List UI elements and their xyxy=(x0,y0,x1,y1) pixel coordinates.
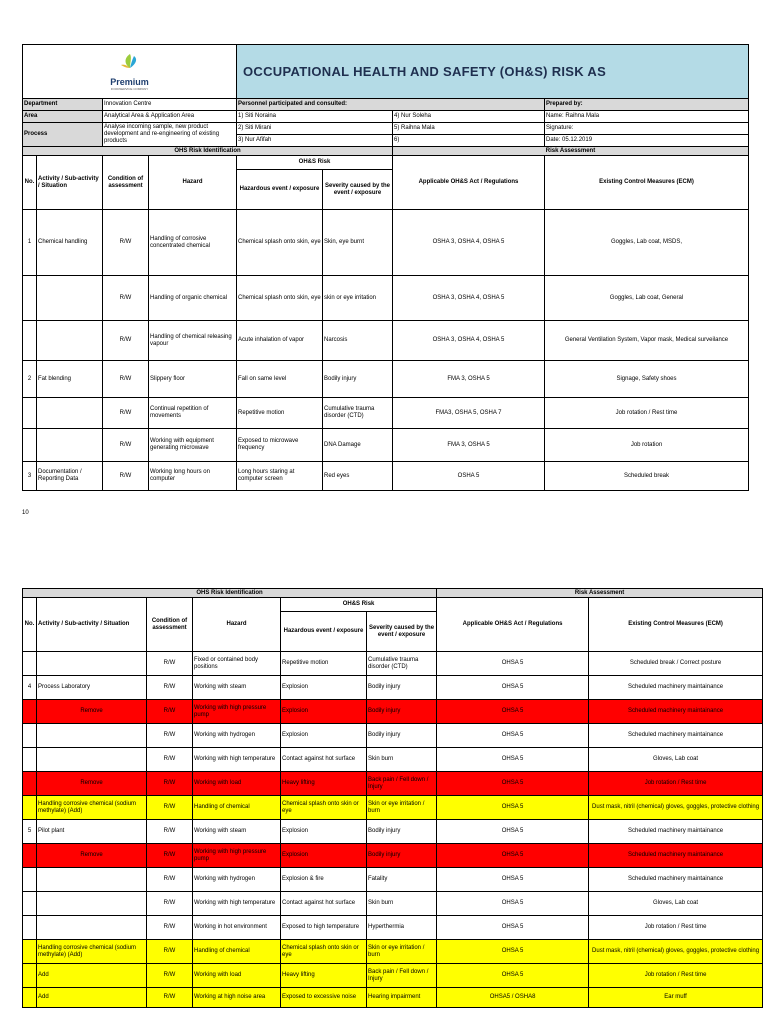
col-hazard-2: Hazard xyxy=(193,598,281,652)
row-no xyxy=(23,429,37,462)
col-hazard: Hazard xyxy=(149,156,237,210)
table-row xyxy=(23,916,763,940)
table-row xyxy=(23,748,763,772)
row-ecm: Job rotation / Rest time xyxy=(589,916,763,940)
row-severity: Narcosis xyxy=(323,321,393,361)
table-row xyxy=(23,210,749,276)
row-event: Heavy lifting xyxy=(281,772,367,796)
row-hazard: Handling of corrosive concentrated chemical xyxy=(149,210,237,276)
row-ecm: Job rotation xyxy=(545,429,749,462)
personnel-6: 6) xyxy=(393,135,545,147)
row-severity: Skin, eye burnt xyxy=(323,210,393,276)
row-condition: R/W xyxy=(103,210,149,276)
row-event: Heavy lifting xyxy=(281,964,367,988)
row-severity: Bodily injury xyxy=(323,361,393,398)
row-condition: R/W xyxy=(147,796,193,820)
row-event: Chemical splash onto skin, eye xyxy=(237,276,323,321)
col-no-2: No. xyxy=(23,598,37,652)
row-ecm: Job rotation / Rest time xyxy=(545,398,749,429)
row-ecm: Scheduled machinery maintainance xyxy=(589,724,763,748)
row-ecm: Ear muff xyxy=(589,988,763,1008)
col-event-2: Hazardous event / exposure xyxy=(281,612,367,652)
row-activity: Remove xyxy=(37,700,147,724)
row-condition: R/W xyxy=(103,321,149,361)
row-ecm: Dust mask, nitril (chemical) gloves, goggles, protective clothing xyxy=(589,940,763,964)
table-row xyxy=(23,361,749,398)
row-no xyxy=(23,844,37,868)
row-condition: R/W xyxy=(147,676,193,700)
row-hazard: Handling of chemical releasing vapour xyxy=(149,321,237,361)
row-activity xyxy=(37,724,147,748)
logo-subtext: FOODSERVICE COMPANY xyxy=(110,87,149,91)
row-severity: Fatality xyxy=(367,868,437,892)
row-condition: R/W xyxy=(147,916,193,940)
document-title: OCCUPATIONAL HEALTH AND SAFETY (OH&S) RISK AS xyxy=(237,45,749,99)
row-hazard: Working with hydrogen xyxy=(193,724,281,748)
row-hazard: Handling of organic chemical xyxy=(149,276,237,321)
col-event: Hazardous event / exposure xyxy=(237,170,323,210)
row-activity xyxy=(37,321,103,361)
row-activity: Add xyxy=(37,964,147,988)
table-row xyxy=(23,940,763,964)
company-logo xyxy=(23,45,237,99)
row-condition: R/W xyxy=(147,772,193,796)
row-ecm: Scheduled machinery maintainance xyxy=(589,700,763,724)
row-no: 3 xyxy=(23,462,37,491)
row-ecm: Scheduled machinery maintainance xyxy=(589,820,763,844)
table-2-body xyxy=(23,652,763,1008)
table-row xyxy=(23,844,763,868)
row-condition: R/W xyxy=(103,398,149,429)
row-activity xyxy=(37,429,103,462)
row-event: Fall on same level xyxy=(237,361,323,398)
row-severity: Bodily injury xyxy=(367,844,437,868)
ohs-risk-identification-header-2: OHS Risk Identification xyxy=(23,589,437,598)
row-condition: R/W xyxy=(147,892,193,916)
page-number: 10 xyxy=(22,510,29,516)
col-ohs-risk: OH&S Risk xyxy=(237,156,393,170)
row-act: OSHA 3, OSHA 4, OSHA 5 xyxy=(393,210,545,276)
table-1-body xyxy=(23,210,749,491)
row-act: OHSA 5 xyxy=(437,868,589,892)
row-ecm: Goggles, Lab coat, MSDS, xyxy=(545,210,749,276)
row-severity: Bodily injury xyxy=(367,700,437,724)
row-hazard: Working with load xyxy=(193,964,281,988)
row-hazard: Working with equipment generating microwave xyxy=(149,429,237,462)
row-hazard: Handling of chemical xyxy=(193,796,281,820)
col-ecm-2: Existing Control Measures (ECM) xyxy=(589,598,763,652)
col-ecm: Existing Control Measures (ECM) xyxy=(545,156,749,210)
row-severity: Hearing impairment xyxy=(367,988,437,1008)
row-hazard: Handling of chemical xyxy=(193,940,281,964)
row-ecm: Scheduled break / Correct posture xyxy=(589,652,763,676)
row-ecm: Scheduled machinery maintainance xyxy=(589,868,763,892)
area-value: Analytical Area & Application Area xyxy=(103,111,237,123)
row-ecm: Signage, Safety shoes xyxy=(545,361,749,398)
row-activity: Remove xyxy=(37,844,147,868)
row-no xyxy=(23,652,37,676)
col-no: No. xyxy=(23,156,37,210)
row-event: Chemical splash onto skin, eye xyxy=(237,210,323,276)
ohs-risk-identification-header: OHS Risk Identification xyxy=(23,147,393,156)
risk-assessment-table-1 xyxy=(22,44,749,491)
name-line: Name: Raihna Mala xyxy=(545,111,749,123)
row-severity: Skin or eye irritation / burn xyxy=(367,940,437,964)
row-no xyxy=(23,700,37,724)
row-ecm: Gloves, Lab coat xyxy=(589,892,763,916)
row-no xyxy=(23,892,37,916)
table-row xyxy=(23,398,749,429)
row-condition: R/W xyxy=(147,940,193,964)
row-event: Long hours staring at computer screen xyxy=(237,462,323,491)
prepared-label: Prepared by: xyxy=(545,99,749,111)
department-value: Innovation Centre xyxy=(103,99,237,111)
row-activity xyxy=(37,748,147,772)
row-event: Explosion xyxy=(281,724,367,748)
col-act-2: Applicable OH&S Act / Regulations xyxy=(437,598,589,652)
col-severity-2: Severity caused by the event / exposure xyxy=(367,612,437,652)
row-event: Explosion & fire xyxy=(281,868,367,892)
department-label: Department xyxy=(23,99,103,111)
row-event: Contact against hot surface xyxy=(281,892,367,916)
row-ecm: Goggles, Lab coat, General xyxy=(545,276,749,321)
row-act: FMA 3, OSHA 5 xyxy=(393,361,545,398)
row-no: 1 xyxy=(23,210,37,276)
row-act: OHSA 5 xyxy=(437,844,589,868)
row-severity: Hyperthermia xyxy=(367,916,437,940)
row-no xyxy=(23,321,37,361)
row-activity xyxy=(37,892,147,916)
row-hazard: Working with high pressure pump xyxy=(193,844,281,868)
row-no xyxy=(23,724,37,748)
row-no: 5 xyxy=(23,820,37,844)
row-act: FMA 3, OSHA 5 xyxy=(393,429,545,462)
col-ohs-risk-2: OH&S Risk xyxy=(281,598,437,612)
row-hazard: Working with hydrogen xyxy=(193,868,281,892)
table-row xyxy=(23,964,763,988)
row-act: FMA3, OSHA 5, OSHA 7 xyxy=(393,398,545,429)
row-no xyxy=(23,868,37,892)
row-act: OHSA 5 xyxy=(437,916,589,940)
row-condition: R/W xyxy=(103,276,149,321)
row-activity: Handling corrosive chemical (sodium methylate) (Add) xyxy=(37,796,147,820)
row-condition: R/W xyxy=(147,652,193,676)
row-severity: Back pain / Fell down / Injury xyxy=(367,772,437,796)
row-hazard: Working with high temperature xyxy=(193,748,281,772)
row-ecm: Scheduled machinery maintainance xyxy=(589,844,763,868)
row-act: OHSA 5 xyxy=(437,700,589,724)
row-condition: R/W xyxy=(147,988,193,1008)
row-ecm: Job rotation / Rest time xyxy=(589,772,763,796)
personnel-3: 3) Nur Afifah xyxy=(237,135,393,147)
row-hazard: Working long hours on computer xyxy=(149,462,237,491)
table-row xyxy=(23,724,763,748)
table-row xyxy=(23,676,763,700)
row-act: OHSA 5 xyxy=(437,820,589,844)
col-act: Applicable OH&S Act / Regulations xyxy=(393,156,545,210)
row-no xyxy=(23,940,37,964)
col-condition: Condition of assessment xyxy=(103,156,149,210)
table-row xyxy=(23,772,763,796)
row-severity: DNA Damage xyxy=(323,429,393,462)
personnel-5: 5) Raihna Mala xyxy=(393,123,545,135)
row-activity xyxy=(37,276,103,321)
row-no xyxy=(23,964,37,988)
table-row xyxy=(23,652,763,676)
row-hazard: Working at high noise area xyxy=(193,988,281,1008)
row-act: OSHA 3, OSHA 4, OSHA 5 xyxy=(393,276,545,321)
row-ecm: Scheduled break xyxy=(545,462,749,491)
row-act: OSHA 3, OSHA 4, OSHA 5 xyxy=(393,321,545,361)
row-act: OHSA 5 xyxy=(437,724,589,748)
table-row xyxy=(23,321,749,361)
row-condition: R/W xyxy=(147,724,193,748)
row-hazard: Slippery floor xyxy=(149,361,237,398)
row-activity xyxy=(37,916,147,940)
personnel-2: 2) Siti Mirani xyxy=(237,123,393,135)
risk-assessment-header-2: Risk Assessment xyxy=(437,589,763,598)
row-condition: R/W xyxy=(147,844,193,868)
row-ecm: Job rotation / Rest time xyxy=(589,964,763,988)
row-hazard: Working with steam xyxy=(193,676,281,700)
row-hazard: Working with high pressure pump xyxy=(193,700,281,724)
row-act: OHSA 5 xyxy=(437,748,589,772)
row-condition: R/W xyxy=(103,462,149,491)
row-act: OSHA 5 xyxy=(393,462,545,491)
personnel-1: 1) Siti Noraina xyxy=(237,111,393,123)
row-severity: Skin burn xyxy=(367,892,437,916)
row-ecm: Scheduled machinery maintainance xyxy=(589,676,763,700)
row-event: Explosion xyxy=(281,844,367,868)
row-condition: R/W xyxy=(103,429,149,462)
table-row xyxy=(23,820,763,844)
row-severity: Bodily injury xyxy=(367,724,437,748)
row-activity: Handling corrosive chemical (sodium methylate) (Add) xyxy=(37,940,147,964)
row-ecm: Gloves, Lab coat xyxy=(589,748,763,772)
row-event: Exposed to excessive noise xyxy=(281,988,367,1008)
row-act: OHSA 5 xyxy=(437,772,589,796)
row-event: Explosion xyxy=(281,676,367,700)
row-activity xyxy=(37,652,147,676)
row-activity: Process Laboratory xyxy=(37,676,147,700)
row-event: Contact against hot surface xyxy=(281,748,367,772)
process-value: Analyse incoming sample, new product development and re-engineering of existing products xyxy=(103,123,237,147)
row-hazard: Fixed or contained body positions xyxy=(193,652,281,676)
row-activity: Fat blending xyxy=(37,361,103,398)
row-event: Exposed to microwave frequency xyxy=(237,429,323,462)
row-act: OHSA 5 xyxy=(437,796,589,820)
table-row xyxy=(23,700,763,724)
area-label: Area xyxy=(23,111,103,123)
table-row xyxy=(23,276,749,321)
row-event: Acute inhalation of vapor xyxy=(237,321,323,361)
row-severity: Back pain / Fell down / Injury xyxy=(367,964,437,988)
row-no xyxy=(23,276,37,321)
table-row xyxy=(23,796,763,820)
row-severity: Bodily injury xyxy=(367,676,437,700)
row-act: OHSA 5 xyxy=(437,940,589,964)
row-condition: R/W xyxy=(147,868,193,892)
row-severity: Cumulative trauma disorder (CTD) xyxy=(367,652,437,676)
row-event: Explosion xyxy=(281,700,367,724)
row-hazard: Working with steam xyxy=(193,820,281,844)
row-activity: Pilot plant xyxy=(37,820,147,844)
row-ecm: General Ventilation System, Vapor mask, Medical surveilance xyxy=(545,321,749,361)
row-event: Chemical splash onto skin or eye xyxy=(281,940,367,964)
row-no xyxy=(23,916,37,940)
row-activity: Remove xyxy=(37,772,147,796)
row-no: 2 xyxy=(23,361,37,398)
row-hazard: Working with load xyxy=(193,772,281,796)
row-activity: Chemical handling xyxy=(37,210,103,276)
row-severity: Cumulative trauma disorder (CTD) xyxy=(323,398,393,429)
risk-assessment-header: Risk Assessment xyxy=(393,147,749,156)
row-condition: R/W xyxy=(147,964,193,988)
signature-line: Signature: xyxy=(545,123,749,135)
row-act: OHSA 5 xyxy=(437,892,589,916)
row-event: Exposed to high temperature xyxy=(281,916,367,940)
row-severity: Skin or eye irritation / burn xyxy=(367,796,437,820)
table-row xyxy=(23,462,749,491)
row-condition: R/W xyxy=(147,700,193,724)
date-line: Date: 05.12.2019 xyxy=(545,135,749,147)
row-hazard: Working with high temperature xyxy=(193,892,281,916)
col-condition-2: Condition of assessment xyxy=(147,598,193,652)
row-event: Repetitive motion xyxy=(237,398,323,429)
table-row xyxy=(23,868,763,892)
col-activity-2: Activity / Sub-activity / Situation xyxy=(37,598,147,652)
row-no: 4 xyxy=(23,676,37,700)
risk-assessment-table-2 xyxy=(22,588,763,1008)
col-severity: Severity caused by the event / exposure xyxy=(323,170,393,210)
personnel-label: Personnel participated and consulted: xyxy=(237,99,545,111)
process-label: Process xyxy=(23,123,103,147)
row-activity xyxy=(37,868,147,892)
row-no xyxy=(23,796,37,820)
row-condition: R/W xyxy=(147,820,193,844)
personnel-4: 4) Nur Soleha xyxy=(393,111,545,123)
row-activity: Add xyxy=(37,988,147,1008)
row-act: OHSA5 / OSHA8 xyxy=(437,988,589,1008)
col-activity: Activity / Sub-activity / Situation xyxy=(37,156,103,210)
row-severity: Bodily injury xyxy=(367,820,437,844)
table-row xyxy=(23,892,763,916)
row-severity: skin or eye irritation xyxy=(323,276,393,321)
row-act: OHSA 5 xyxy=(437,676,589,700)
table-row xyxy=(23,988,763,1008)
row-hazard: Working in hot environment xyxy=(193,916,281,940)
row-event: Chemical splash onto skin or eye xyxy=(281,796,367,820)
row-condition: R/W xyxy=(147,748,193,772)
row-event: Explosion xyxy=(281,820,367,844)
row-no xyxy=(23,772,37,796)
table-row xyxy=(23,429,749,462)
row-condition: R/W xyxy=(103,361,149,398)
row-no xyxy=(23,398,37,429)
row-ecm: Dust mask, nitril (chemical) gloves, goggles, protective clothing xyxy=(589,796,763,820)
row-severity: Skin burn xyxy=(367,748,437,772)
row-severity: Red eyes xyxy=(323,462,393,491)
row-no xyxy=(23,748,37,772)
row-act: OHSA 5 xyxy=(437,964,589,988)
row-hazard: Continual repetition of movements xyxy=(149,398,237,429)
row-activity: Documentation / Reporting Data xyxy=(37,462,103,491)
logo-text: Premium xyxy=(110,77,149,87)
row-activity xyxy=(37,398,103,429)
row-no xyxy=(23,988,37,1008)
leaf-logo-icon xyxy=(110,52,150,74)
row-event: Repetitive motion xyxy=(281,652,367,676)
row-act: OHSA 5 xyxy=(437,652,589,676)
